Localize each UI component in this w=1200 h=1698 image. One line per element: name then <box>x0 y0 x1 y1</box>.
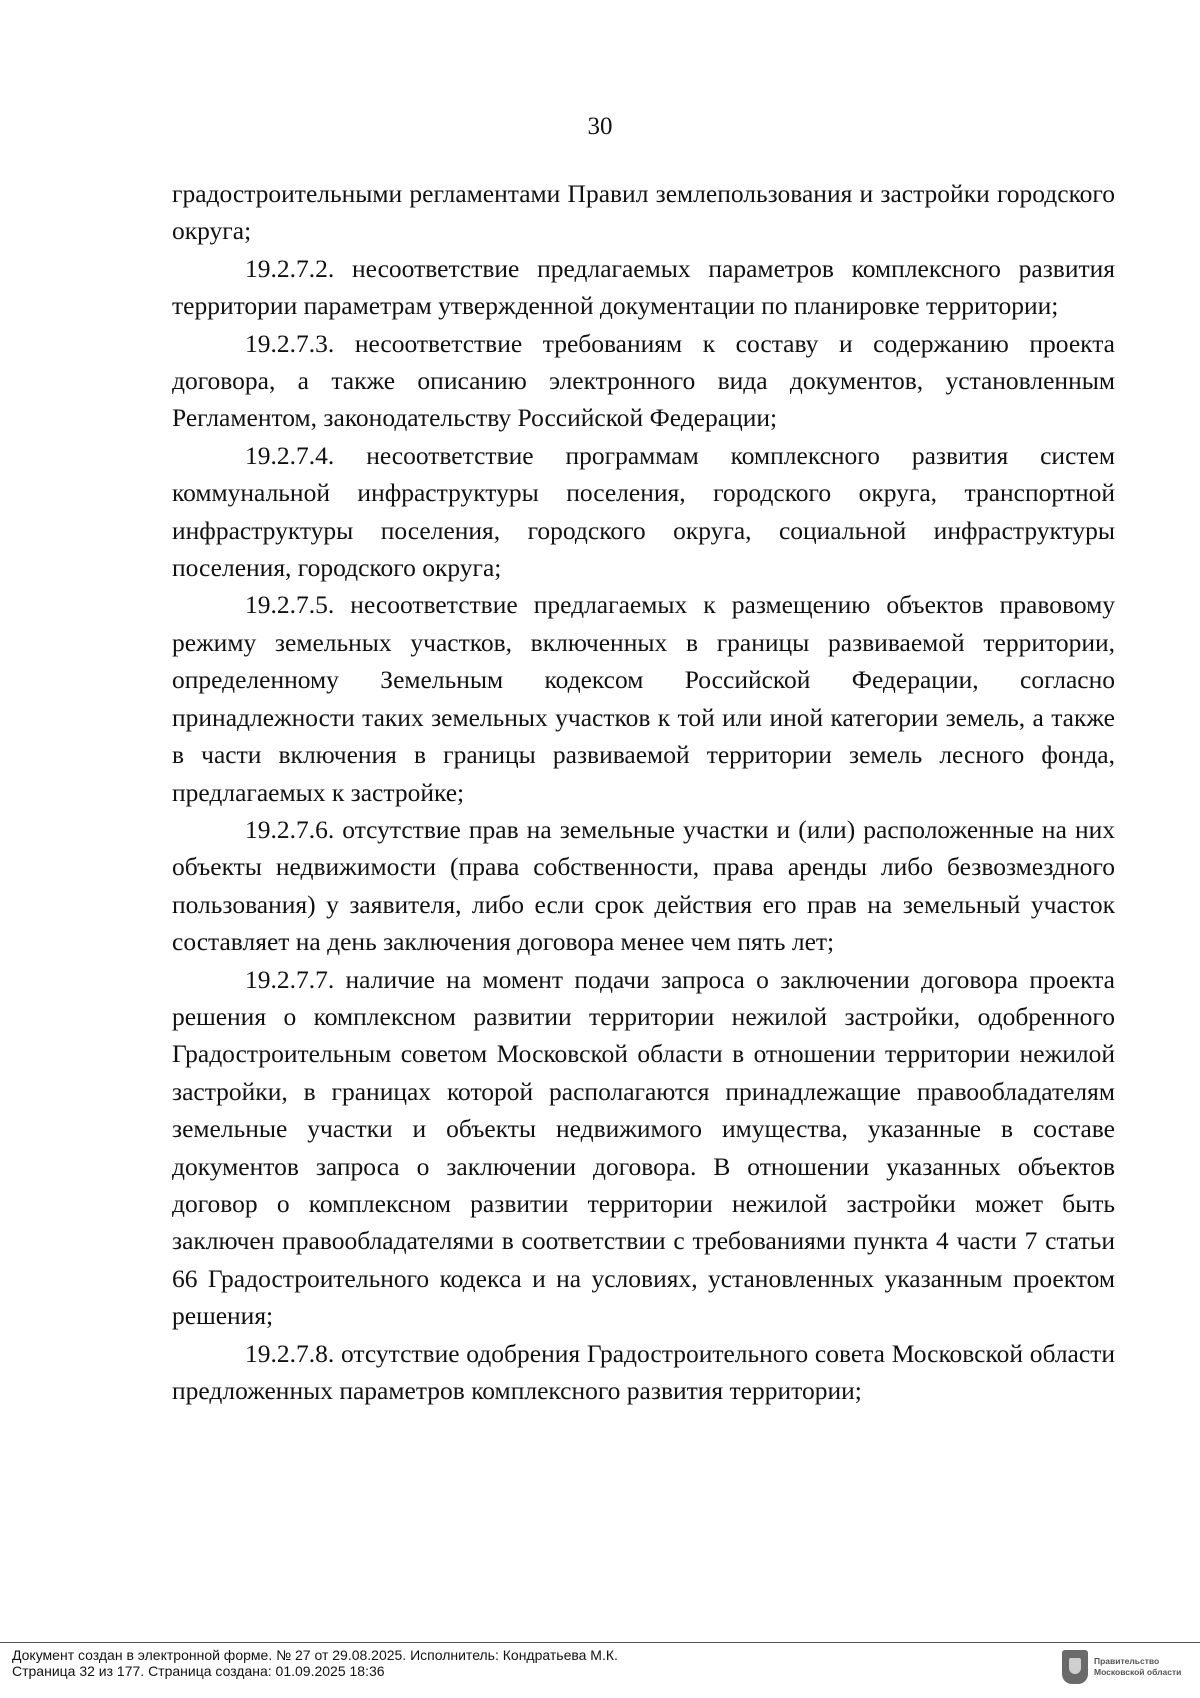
coat-of-arms-icon <box>1062 1650 1088 1684</box>
footer-line-1: Документ создан в электронной форме. № 27 от 29.08.2025. Исполнитель: Кондратьева М.К. <box>12 1647 618 1663</box>
paragraph-19-2-7-8: 19.2.7.8. отсутствие одобрения Градостроительного совета Московской области предложенных параметров комплексного развития территории; <box>172 1338 1115 1405</box>
paragraph-19-2-7-5: 19.2.7.5. несоответствие предлагаемых к размещению объектов правовому режиму земельных участков, включенных в границы развиваемой территории, определенному Земельным кодексом Российской Федерации, согласно принадлежности таких земельных участков к той или иной категории земель, а также в части включения в границы развиваемой территории земель лесного фонда, предлагаемых к застройке; <box>172 590 1115 807</box>
footer-divider <box>0 1642 1200 1643</box>
paragraph-19-2-7-4: 19.2.7.4. несоответствие программам комплексного развития систем коммунальной инфраструктуры поселения, городского округа, транспортной инфраструктуры поселения, городского округа, социальной инфраструктуры поселения, городского округа; <box>172 440 1115 583</box>
logo-line-1: Правительство <box>1094 1656 1160 1666</box>
page-number: 30 <box>587 113 613 140</box>
paragraph-19-2-7-6: 19.2.7.6. отсутствие прав на земельные участки и (или) расположенные на них объекты недвижимости (права собственности, права аренды либо безвозмездного пользования) у заявителя, либо если срок действия его прав на земельный участок составляет на день заключения договора менее чем пять лет; <box>172 814 1115 957</box>
footer-stamp <box>12 1647 618 1679</box>
paragraph-19-2-7-7: 19.2.7.7. наличие на момент подачи запроса о заключении договора проекта решения о комплексном развитии территории нежилой застройки, одобренного Градостроительным советом Московской области в отношении территории нежилой застройки, в границах которой располагаются принадлежащие правообладателям земельные участки и объекты недвижимого имущества, указанные в составе документов запроса о заключении договора. В отношении указанных объектов договор о комплексном развитии территории нежилой застройки может быть заключен правообладателями в соответствии с требованиями пункта 4 части 7 статьи 66 Градостроительного кодекса и на условиях, установленных указанным проектом решения; <box>172 964 1115 1331</box>
paragraph-19-2-7-2: 19.2.7.2. несоответствие предлагаемых параметров комплексного развития территории параметрам утвержденной документации по планировке территории; <box>172 253 1115 321</box>
paragraph: градостроительными регламентами Правил землепользования и застройки городского округа; <box>172 179 1115 246</box>
paragraph-19-2-7-3: 19.2.7.3. несоответствие требованиям к составу и содержанию проекта договора, а также описанию электронного вида документов, установленным Регламентом, законодательству Российской Федерации; <box>172 328 1115 433</box>
logo-text <box>1094 1656 1181 1678</box>
government-logo <box>1062 1646 1190 1688</box>
document-body <box>172 175 1115 1409</box>
footer-line-2: Страница 32 из 177. Страница создана: 01.09.2025 18:36 <box>12 1663 385 1679</box>
logo-line-2: Московской области <box>1094 1667 1182 1677</box>
